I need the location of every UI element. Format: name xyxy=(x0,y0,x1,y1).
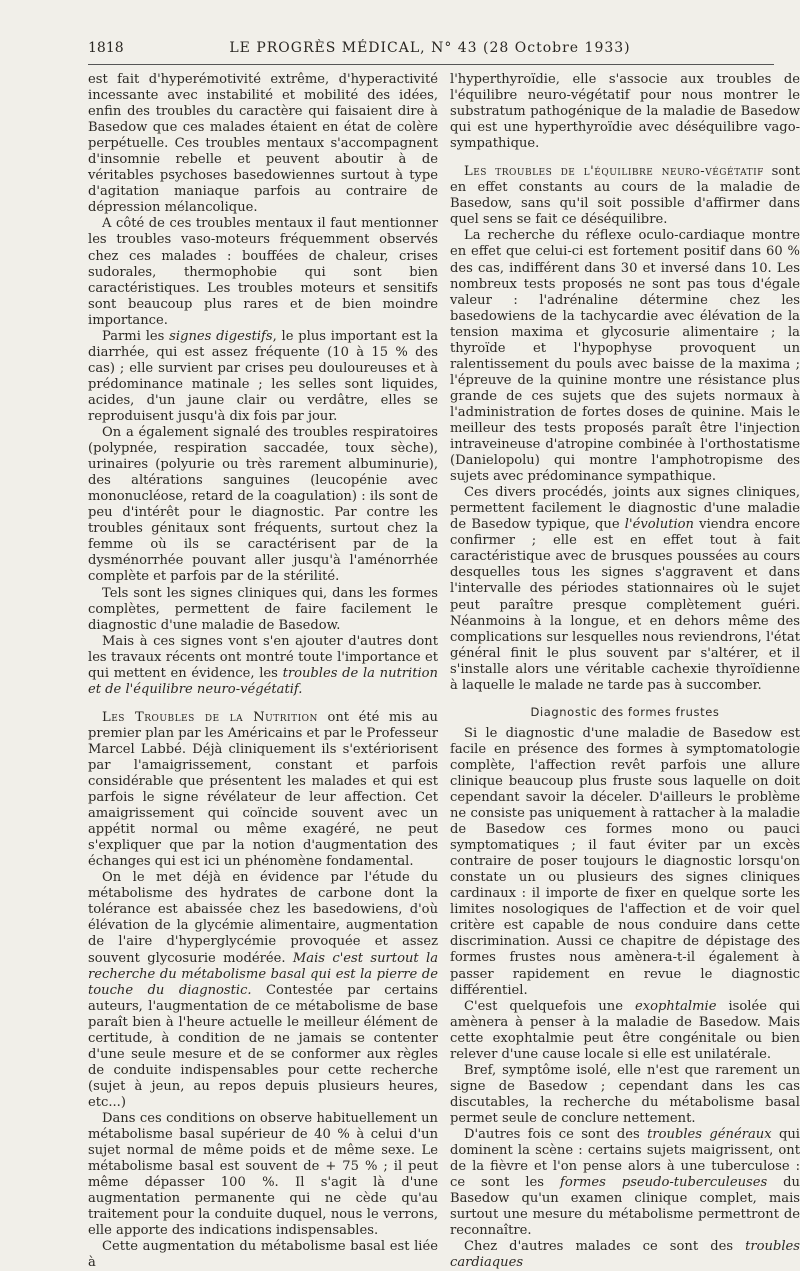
paragraph: Chez d'autres malades ce sont des troubles cardiaques xyxy=(450,1239,800,1271)
left-column xyxy=(88,72,439,1271)
paragraph: Tels sont les signes cliniques qui, dans les formes complètes, permettent de faire facilement le diagnostic d'une maladie de Basedow. xyxy=(88,585,438,633)
paragraph: Dans ces conditions on observe habituellement un métabolisme basal supérieur de 40 % à celui d'un sujet normal de même poids et de même sexe. Le métabolisme basal est souvent de + 75 % ; il peut même dépasser 100 %. Il s'agit là d'une augmentation permanente qui ne cède qu'au traitement pour la conduite duquel, nous le verrons, elle apporte des indications indispensables. xyxy=(88,1111,438,1239)
paragraph: On le met déjà en évidence par l'étude du métabolisme des hydrates de carbone dont la tolérance est abaissée chez les basedowiens, d'où élévation de la glycémie alimentaire, augmentation de l'aire d'hyperglycémie provoquée et assez souvent glycosurie modérée. Mais c'est surtout la recherche du métabolisme basal qui est la pierre de touche du diagnostic. Contestée par certains auteurs, l'augmentation de ce métabolisme de base paraît bien à l'heure actuelle le meilleur élément de certitude, à condition de ne jamais se contenter d'une seule mesure et de se conformer aux règles de conduite indispensables pour cette recherche (sujet à jeun, au repos depuis plusieurs heures, etc...) xyxy=(88,870,439,1110)
paragraph: est fait d'hyperémotivité extrême, d'hyperactivité incessante avec instabilité et mobilité des idées, enfin des troubles du caractère qui faisaient dire à Basedow que ces malades étaient en état de colère perpétuelle. Ces troubles mentaux s'accompagnent d'insomnie rebelle et peuvent aboutir à de véritables psychoses basedowiennes surtout à type d'agitation maniaque parfois au contraire de dépression mélancolique. xyxy=(88,72,438,216)
paragraph: Cette augmentation du métabolisme basal est liée à xyxy=(88,1239,438,1271)
paragraph: Ces divers procédés, joints aux signes cliniques, permettent facilement le diagnostic d'une maladie de Basedow typique, que l'évolution viendra encore confirmer ; elle est en effet tout à fait caractéristique avec de brusques poussées au cours desquelles tous les signes s'aggravent et dans l'intervalle des périodes stationnaires où le sujet peut paraître presque complètement guéri. Néanmoins à la longue, et en dehors même des complications sur lesquelles nous reviendrons, l'état général finit le plus souvent par s'altérer, et il s'installe alors une véritable cachexie thyroïdienne à laquelle le malade ne tarde pas à succomber. xyxy=(450,485,800,693)
paragraph: C'est quelquefois une exophtalmie isolée qui amènera à penser à la maladie de Basedow. Mais cette exophtalmie peut être congénitale ou bien relever d'une cause locale si elle est unilatérale. xyxy=(450,998,800,1062)
paragraph: On a également signalé des troubles respiratoires (polypnée, respiration saccadée, toux sèche), urinaires (polyurie ou très rarement albuminurie), des altérations sanguines (leucopénie avec mononucléose, retard de la coagulation) : ils sont de peu d'intérêt pour le diagnostic. Par contre les troubles génitaux sont fréquents, surtout chez la femme où ils se caractérisent par de la dysménorrhée pouvant aller jusqu'à l'aménorrhée complète et parfois par de la stérilité. xyxy=(88,425,438,585)
header-rule xyxy=(88,64,774,65)
section-lead: Les troubles de l'équilibre neuro-végétatif xyxy=(464,164,764,180)
running-title: LE PROGRÈS MÉDICAL, N° 43 (28 Octobre 1933) xyxy=(229,40,631,56)
paragraph: Si le diagnostic d'une maladie de Basedow est facile en présence des formes à symptomatologie complète, l'affection revêt parfois une allure clinique beaucoup plus fruste sous laquelle on doit cependant savoir la déceler. D'ailleurs le problème ne consiste pas uniquement à rattacher à la maladie de Basedow ces formes mono ou pauci symptomatiques ; il faut éviter par un excès contraire de poser toujours le diagnostic lorsqu'on constate un ou plusieurs des signes cliniques cardinaux : il importe de fixer en quelque sorte les limites nosologiques de l'affection et de voir quel critère est capable de nous conduire dans cette discrimination. Aussi ce chapitre de dépistage des formes frustes nous amènera-t-il également à passer rapidement en revue le diagnostic différentiel. xyxy=(450,725,800,998)
paragraph: Mais à ces signes vont s'en ajouter d'autres dont les travaux récents ont montré toute l'importance et qui mettent en évidence, les troubles de la nutrition et de l'équilibre neuro-végétatif. xyxy=(88,633,438,697)
section-heading: Diagnostic des formes frustes xyxy=(530,704,720,719)
paragraph: Parmi les signes digestifs, le plus important est la diarrhée, qui est assez fréquente (10 à 15 % des cas) ; elle survient par crises peu douloureuses et à prédominance matinale ; les selles sont liquides, acides, d'un jaune clair ou verdâtre, elles se reproduisent jusqu'à dix fois par jour. xyxy=(88,328,439,424)
paragraph: La recherche du réflexe oculo-cardiaque montre en effet que celui-ci est fortement positif dans 60 % des cas, indifférent dans 30 et inversé dans 10. Les nombreux tests proposés ne sont pas tous d'égale valeur : l'adrénaline détermine chez les basedowiens de la tachycardie avec élévation de la tension maxima et glycosurie alimentaire ; la thyroïde et l'hypophyse provoquent un ralentissement du pouls avec baisse de la maxima ; l'épreuve de la quinine montre une résistance plus grande de ces sujets que des sujets normaux à l'administration de fortes doses de quinine. Mais le meilleur des tests proposés paraît être l'injection intraveineuse d'atropine combinée à l'orthostatisme (Danielopolu) qui montre l'amphotropisme des sujets avec prédominance sympathique. xyxy=(450,228,800,485)
paragraph: D'autres fois ce sont des troubles généraux qui dominent la scène : certains sujets maigrissent, ont de la fièvre et l'on pense alors à une tuberculose : ce sont les formes pseudo-tuberculeuses du Basedow qu'un examen clinique complet, mais surtout une mesure du métabolisme permettront de reconnaître. xyxy=(450,1127,800,1239)
paragraph: l'hyperthyroïdie, elle s'associe aux troubles de l'équilibre neuro-végétatif pour nous montrer le substratum pathogénique de la maladie de Basedow qui est une hyperthyroïdie avec déséquilibre vago-sympathique. xyxy=(450,72,800,152)
paragraph: A côté de ces troubles mentaux il faut mentionner les troubles vaso-moteurs fréquemment observés chez ces malades : bouffées de chaleur, crises sudorales, thermophobie qui sont bien caractéristiques. Les troubles moteurs et sensitifs sont beaucoup plus rares et de bien moindre importance. xyxy=(88,216,438,328)
paragraph: Les Troubles de la Nutrition ont été mis au premier plan par les Américains et par le Professeur Marcel Labbé. Déjà cliniquement ils s'extériorisent par l'amaigrissement, constant et parfois considérable que présentent les malades et qui est parfois le signe révélateur de leur affection. Cet amaigrissement qui coïncide souvent avec un appétit normal ou même exagéré, ne peut s'expliquer que par la notion d'augmentation des échanges qui est ici un phénomène fondamental. xyxy=(88,709,438,870)
paragraph: Bref, symptôme isolé, elle n'est que rarement un signe de Basedow ; cependant dans les cas discutables, la recherche du métabolisme basal permet seule de conclure nettement. xyxy=(450,1062,800,1126)
page-header xyxy=(88,40,772,58)
paragraph: Les troubles de l'équilibre neuro-végétatif sont en effet constants au cours de la maladie de Basedow, sans qu'il soit possible d'affirmer dans quel sens se fait ce déséquilibre. xyxy=(450,164,800,228)
page-number: 1818 xyxy=(88,40,124,56)
right-column xyxy=(450,72,800,1271)
section-lead: Les Troubles de la Nutrition xyxy=(102,709,318,725)
